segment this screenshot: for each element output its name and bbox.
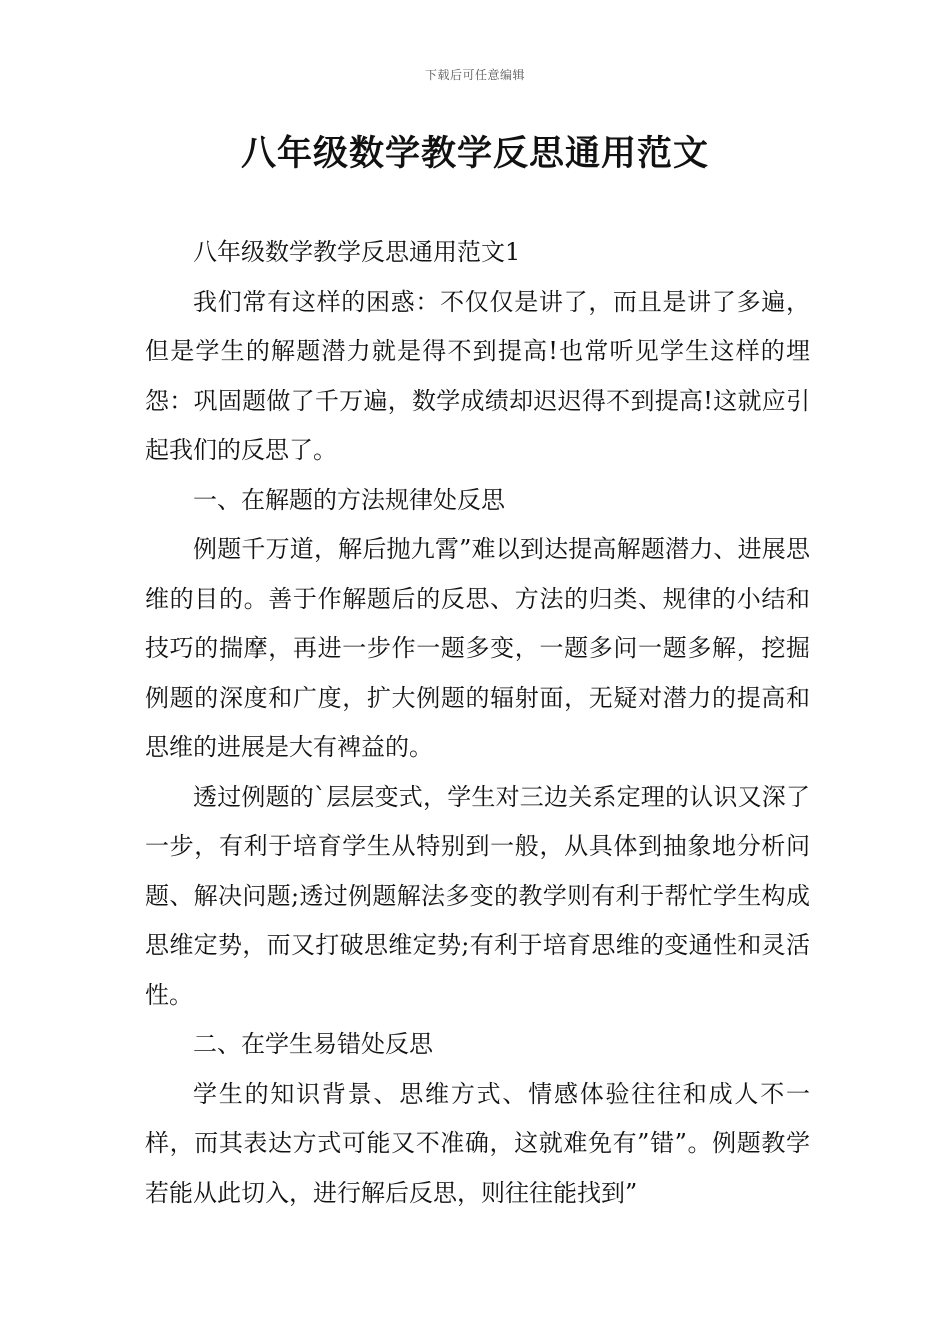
paragraph-method: 例题千万道，解后抛九霄”难以到达提高解题潜力、进展思维的目的。善于作解题后的反思、方法的归类、规律的小结和技巧的揣摩，再进一步作一题多变，一题多问一题多解，挖掘例题的深度和广度，扩大例题的辐射面，无疑对潜力的提高和思维的进展是大有裨益的。 [145, 535, 810, 761]
section-heading-1: 八年级数学教学反思通用范文1 [193, 238, 521, 266]
paragraph-intro: 我们常有这样的困惑：不仅仅是讲了，而且是讲了多遍，但是学生的解题潜力就是得不到提高!也常听见学生这样的埋怨：巩固题做了千万遍，数学成绩却迟迟得不到提高!这就应引起我们的反思了。 [145, 287, 810, 464]
document-body [145, 228, 810, 1218]
document-title: 八年级数学教学反思通用范文 [240, 133, 709, 174]
subheading-method: 一、在解题的方法规律处反思 [193, 485, 505, 514]
subheading-errors: 二、在学生易错处反思 [193, 1030, 433, 1058]
paragraph-variation: 透过例题的`层层变式，学生对三边关系定理的认识又深了一步，有利于培育学生从特别到一般，从具体到抽象地分析问题、解决问题;透过例题解法多变的教学则有利于帮忙学生构成思维定势，而又打破思维定势;有利于培育思维的变通性和灵活性。 [145, 782, 810, 1009]
header-note: 下载后可任意编辑 [424, 68, 525, 82]
paragraph-errors: 学生的知识背景、思维方式、情感体验往往和成人不一样，而其表达方式可能又不准确，这就难免有”错”。例题教学若能从此切入，进行解后反思，则往往能找到” [145, 1079, 810, 1207]
